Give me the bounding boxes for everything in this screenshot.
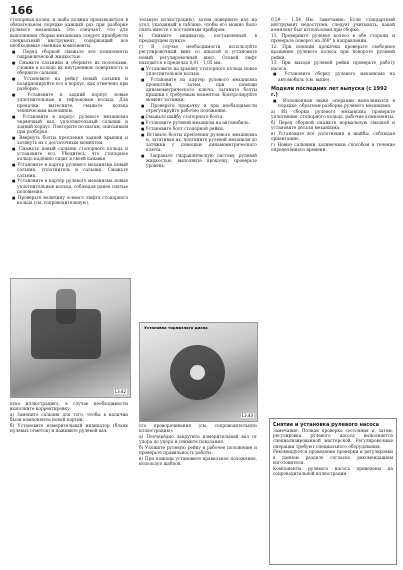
numbered-item: 12. При помощи прокачки проверьте свободное вращение рулевого колеса при повороте рулевой рейки. (271, 45, 395, 61)
box-title: Снятие и установка рулевого насоса (273, 422, 380, 428)
bullet-item: ■ Установите в картер рулевого механизма новые уплотнительные кольца, соблюдая ранее снятые положения. (10, 179, 128, 195)
bullet-item: ■ Установите болт стопорной рейки. (139, 127, 257, 132)
sub-item: б) Уложите рулевую рейку в рабочее положение и проверьте правильность работы. (139, 446, 257, 457)
sub-item: a) Из сборки рулевого механизма проверьте уплотнение, стопорного кольца, рабочие компоненты. (271, 109, 395, 121)
sub-item: г) В случае необходимости используйте регулировочный винт со шкалой и установите новый регулировочный винт. Осевой люфт находится в пределах 0,01 - 1,05 мм. (139, 45, 257, 66)
column-middle (139, 18, 257, 170)
bullet-item: ■ Проверьте величину осевого люфта стопорного кольца (см. сопроводительную). (10, 196, 128, 206)
page-number: 166 (10, 4, 33, 17)
bullet-item: ■ Ввернуть болты крепления задней крышки и затянуть их с достаточным моментом. (10, 136, 128, 146)
bullet-item: ■ Установите рулевой механизм на автомобиль. (139, 121, 257, 126)
paragraph: 0,59 - 1,54 Нм. Замечание: Если стандартный инструмент недоступен, следует учитывать, какой комплект был использован при сборке. (271, 18, 395, 34)
photo-steering-assembly (10, 278, 131, 398)
paragraph: тельную иллюстрацию), затем поверните вал на угол, указанный в таблице, чтобы его можно было снять вместе с постоянным прибором. (139, 18, 257, 34)
bullet-item: ■ Установите в корпус рулевого механизма червячный вал, уплотнительный сальник и задний корпус. Повторите по шагам, описанным при разборке. (10, 115, 128, 136)
sub-item: в) Снимите индикатор, поставленный в предыдущем пункте. (139, 34, 257, 45)
photo-label: 13.43 (241, 413, 253, 418)
bullet-item: ■ Установите на крышку стопорного кольца новое уплотнительное кольцо. (139, 67, 257, 77)
bullet-item: ■ Изложенные ниже операции выполняются в порядке, обратном разборке рулевого механизма. (271, 99, 395, 109)
numbered-item: 13. При выходе рулевой рейки проверьте работу насоса. (271, 61, 395, 72)
numbered-item: 11. Проверните рулевое колесо в обе стороны и проверьте поворот на 360° в направлении. (271, 34, 395, 45)
paragraph: куко иллюстрацию), в случае необходимости выполните корректировку: (10, 402, 128, 413)
sub-item: г) Новые сальники заливочным способом в течение определённого времени. (271, 142, 395, 154)
bullet-item: ■ Установите в картер рулевого механизма новый сальник, уплотнитель и сальник. Смажьте сальник. (10, 163, 128, 179)
bullet-item: ■ Смажьте новый сальник стопорного кольца и установите его. Убедитесь, что стопорное кольцо надёжно сидит в своей канавке. (10, 147, 128, 163)
sub-item: в) Установите все уплотнения и шайбы, соблюдая ориентацию. (271, 131, 395, 143)
photo-caption: Установка тормозного диска (144, 325, 208, 330)
bullet-item: ■ Перед сборкой смажьте все компоненты гидравлической жидкостью. (10, 50, 128, 60)
section-heading: Модели последних лет выпуска (с 1992 г.) (271, 85, 388, 98)
column-right (271, 18, 395, 154)
bullet-item: ■ Установите сборку рулевого механизма на автомобиль (см. выше). (271, 72, 395, 82)
paragraph: Замечание: Полная проверка состояния и, затем, регулировка рулевого насоса выполняется специализированной мастерской. Регулировочные операции требуют специального оборудования. (273, 429, 393, 450)
sub-item: б) Перед сборкой смажьте нормальную смазкой и установите детали механизма. (271, 120, 395, 132)
photo-brake-disc (139, 322, 258, 422)
sub-item: а) Замените сальник для того, чтобы в наличии были компоненты новой партии. (10, 413, 128, 424)
column-left-continuation (10, 402, 128, 435)
bullet-item: ■ Установите на картер рулевого механизма кронштейн, затем, при помощи динамометрического ключа, затяните болты крышки с требуемым моментом. Контролируйте момент затяжки. (139, 78, 257, 104)
paragraph: ого проворачивания (см. сопроводительную иллюстрацию): (139, 424, 257, 435)
bullet-item: ■ Заправьте гидравлическую систему рулевой жидкостью, выполните прокачку, проверьте уровень. (139, 154, 257, 170)
bullet-item: ■ Установите на рейку новый сальник и позиционируйте его в корпус, как отмечено при разборке. (10, 77, 128, 93)
paragraph: Компоненты рулевого насоса приведены на сопроводительной иллюстрации. (273, 466, 393, 477)
bullet-item: ■ Смажьте шайбу стопорного болта. (139, 115, 257, 120)
section-box (269, 418, 397, 565)
sub-item: б) Установите измерительный индикатор (бланк нулевых отметок) и наживите рулевой вал. (10, 424, 128, 435)
bullet-item: ■ Установите в задний корпус новые уплотнительные и тефлоновые кольца. Для прокачки вытесните, смажьте кольца техническим вазелином. (10, 93, 128, 114)
bullet-item: ■ Вставьте болты крепления рулевого механизма и, затягивая их, подтяните рулевой механизм до затяжки с помощью динамометрического ключа. (139, 133, 257, 154)
bullet-item: ■ Смажьте сальники и оберните их полосками, сложив в кольцо их внутреннюю поверхность и оберните сальник. (10, 61, 128, 77)
column-left (10, 18, 128, 207)
column-middle-continuation (139, 424, 257, 468)
sub-item: а) Поочерёдно закрутите измерительный вал от упора до упора и снимите показания. (139, 435, 257, 446)
paragraph: стопорных колец, и шаба должна производиться в обязательном порядке каждый раз при разборке рулевого механизма. Это означает, что для выполнения сборки механизма следует приобрести специальный инструмент, содержащий все необходимые сменные компоненты. (10, 18, 128, 50)
sub-item: в) При помощи установите правильное положение, используя шаблон. (139, 457, 257, 468)
photo-label: 13.42 (114, 389, 126, 394)
bullet-item: ■ Проверьте прокачку и при необходимости отрегулируйте рабочее положение. (139, 104, 257, 114)
paragraph: Рекомендуется проведение проверки и регулировки в данном разделе согласно рекомендациям изготовителя. (273, 450, 393, 466)
